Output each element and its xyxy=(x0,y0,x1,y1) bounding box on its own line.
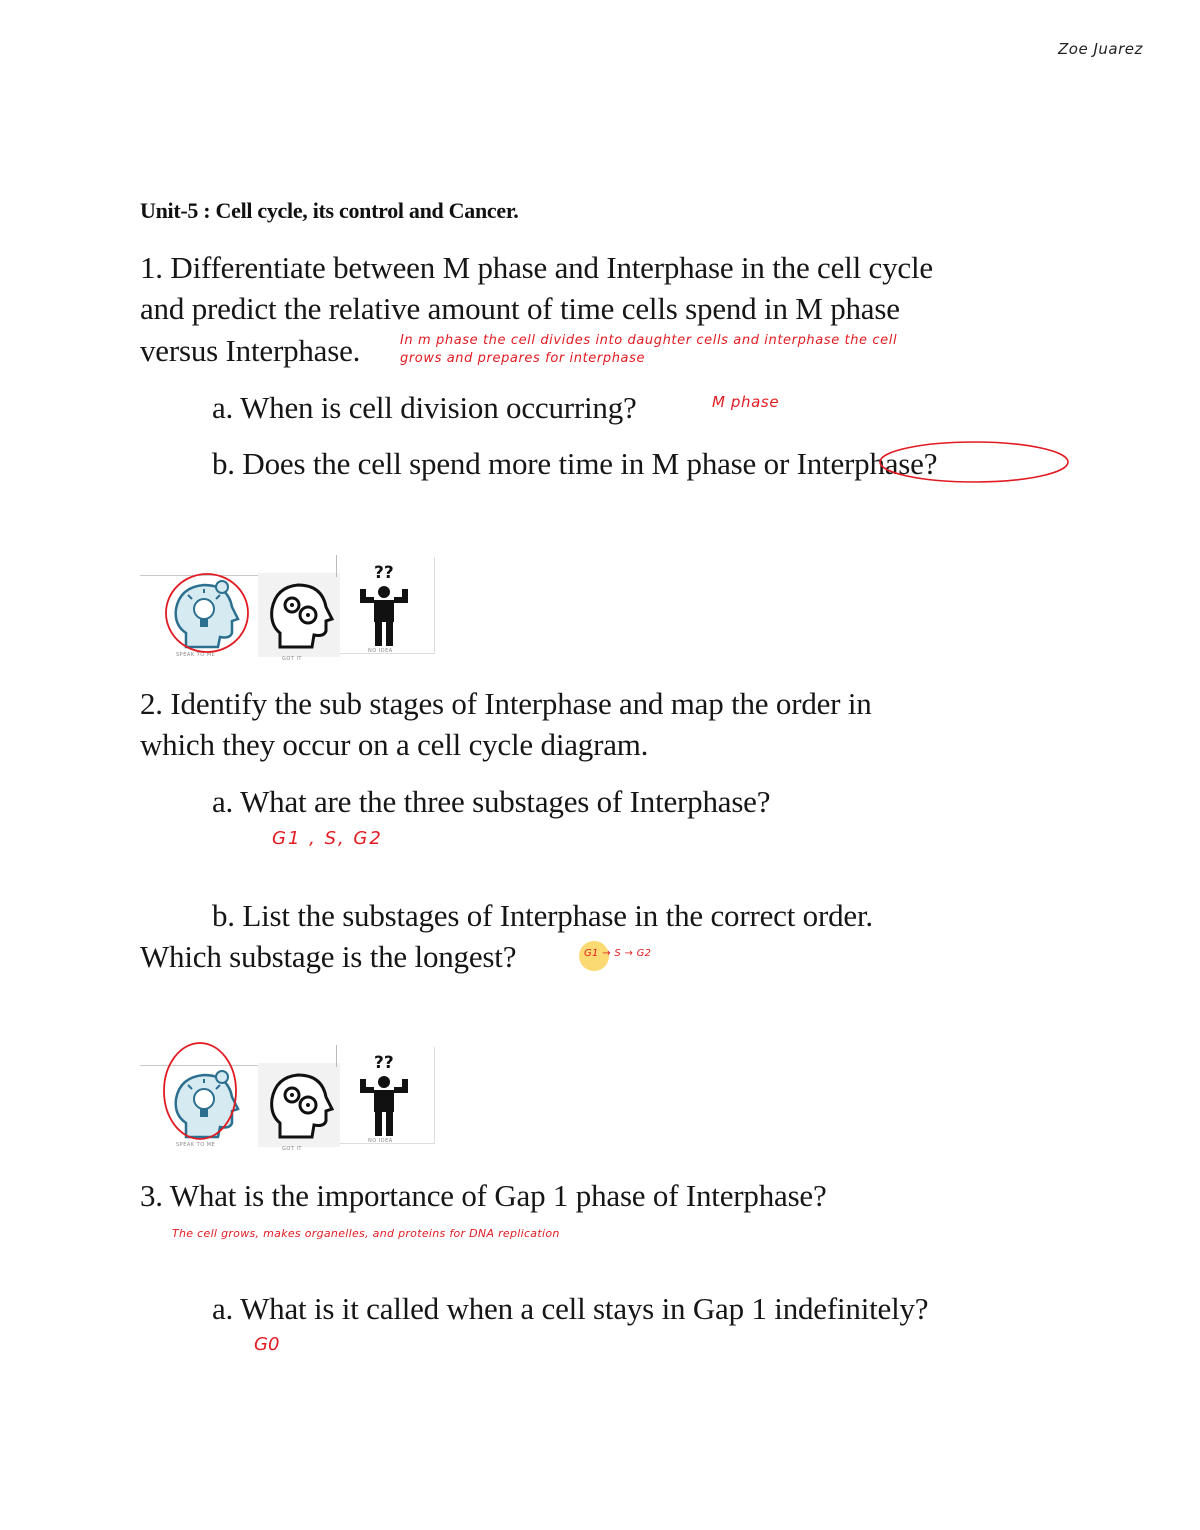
q3a-answer: G0 xyxy=(254,1334,280,1355)
question-marks: ?? xyxy=(374,563,394,583)
q3-question: 3. What is the importance of Gap 1 phase of Interphase? xyxy=(140,1178,827,1213)
caption-speak-to-me: SPEAK TO ME xyxy=(176,1142,216,1148)
q1-line-2: and predict the relative amount of time cells spend in M phase xyxy=(140,291,900,326)
gear-head-icon xyxy=(266,579,336,651)
caption-no-idea: NO IDEA xyxy=(368,648,393,654)
q1a-question: a. When is cell division occurring? xyxy=(212,390,637,425)
q1-line-3: versus Interphase. xyxy=(140,333,361,368)
caption-got-it: GOT IT xyxy=(282,656,302,662)
understanding-icon-strip-1 xyxy=(140,555,434,661)
understanding-icon-strip-2 xyxy=(140,1045,434,1151)
q1a-answer: M phase xyxy=(712,393,780,411)
gear-head-icon xyxy=(266,1069,336,1141)
page-title: Unit-5 : Cell cycle, its control and Cancer. xyxy=(140,198,519,223)
caption-speak-to-me: SPEAK TO ME xyxy=(176,652,216,658)
q1-answer-line-2: grows and prepares for interphase xyxy=(400,351,646,366)
q2b-answer: G1 → S → G2 xyxy=(584,948,652,959)
q1b-question: b. Does the cell spend more time in M phase or Interphase? xyxy=(212,446,938,481)
q1b-answer-circle xyxy=(876,438,1072,488)
confused-person-icon xyxy=(354,585,414,647)
q2a-answer: G1 , S, G2 xyxy=(272,828,383,849)
q1-line-1: 1. Differentiate between M phase and Interphase in the cell cycle xyxy=(140,250,933,285)
q2-line-2: which they occur on a cell cycle diagram. xyxy=(140,727,649,762)
selection-circle-2 xyxy=(160,1039,244,1147)
selection-circle-1 xyxy=(162,567,254,657)
caption-got-it: GOT IT xyxy=(282,1146,302,1152)
q2-line-1: 2. Identify the sub stages of Interphase and map the order in xyxy=(140,686,872,721)
question-marks: ?? xyxy=(374,1053,394,1073)
caption-no-idea: NO IDEA xyxy=(368,1138,393,1144)
confused-person-icon xyxy=(354,1075,414,1137)
q3-answer: The cell grows, makes organelles, and proteins for DNA replication xyxy=(172,1227,560,1240)
q1-answer-line-1: In m phase the cell divides into daughter cells and interphase the cell xyxy=(400,333,898,348)
q3a-question: a. What is it called when a cell stays in Gap 1 indefinitely? xyxy=(212,1291,929,1326)
q2b-question-line-2: Which substage is the longest? xyxy=(140,939,517,974)
student-name: Zoe Juarez xyxy=(1058,40,1143,58)
q2b-question: b. List the substages of Interphase in the correct order. xyxy=(212,898,873,933)
q2a-question: a. What are the three substages of Interphase? xyxy=(212,784,771,819)
